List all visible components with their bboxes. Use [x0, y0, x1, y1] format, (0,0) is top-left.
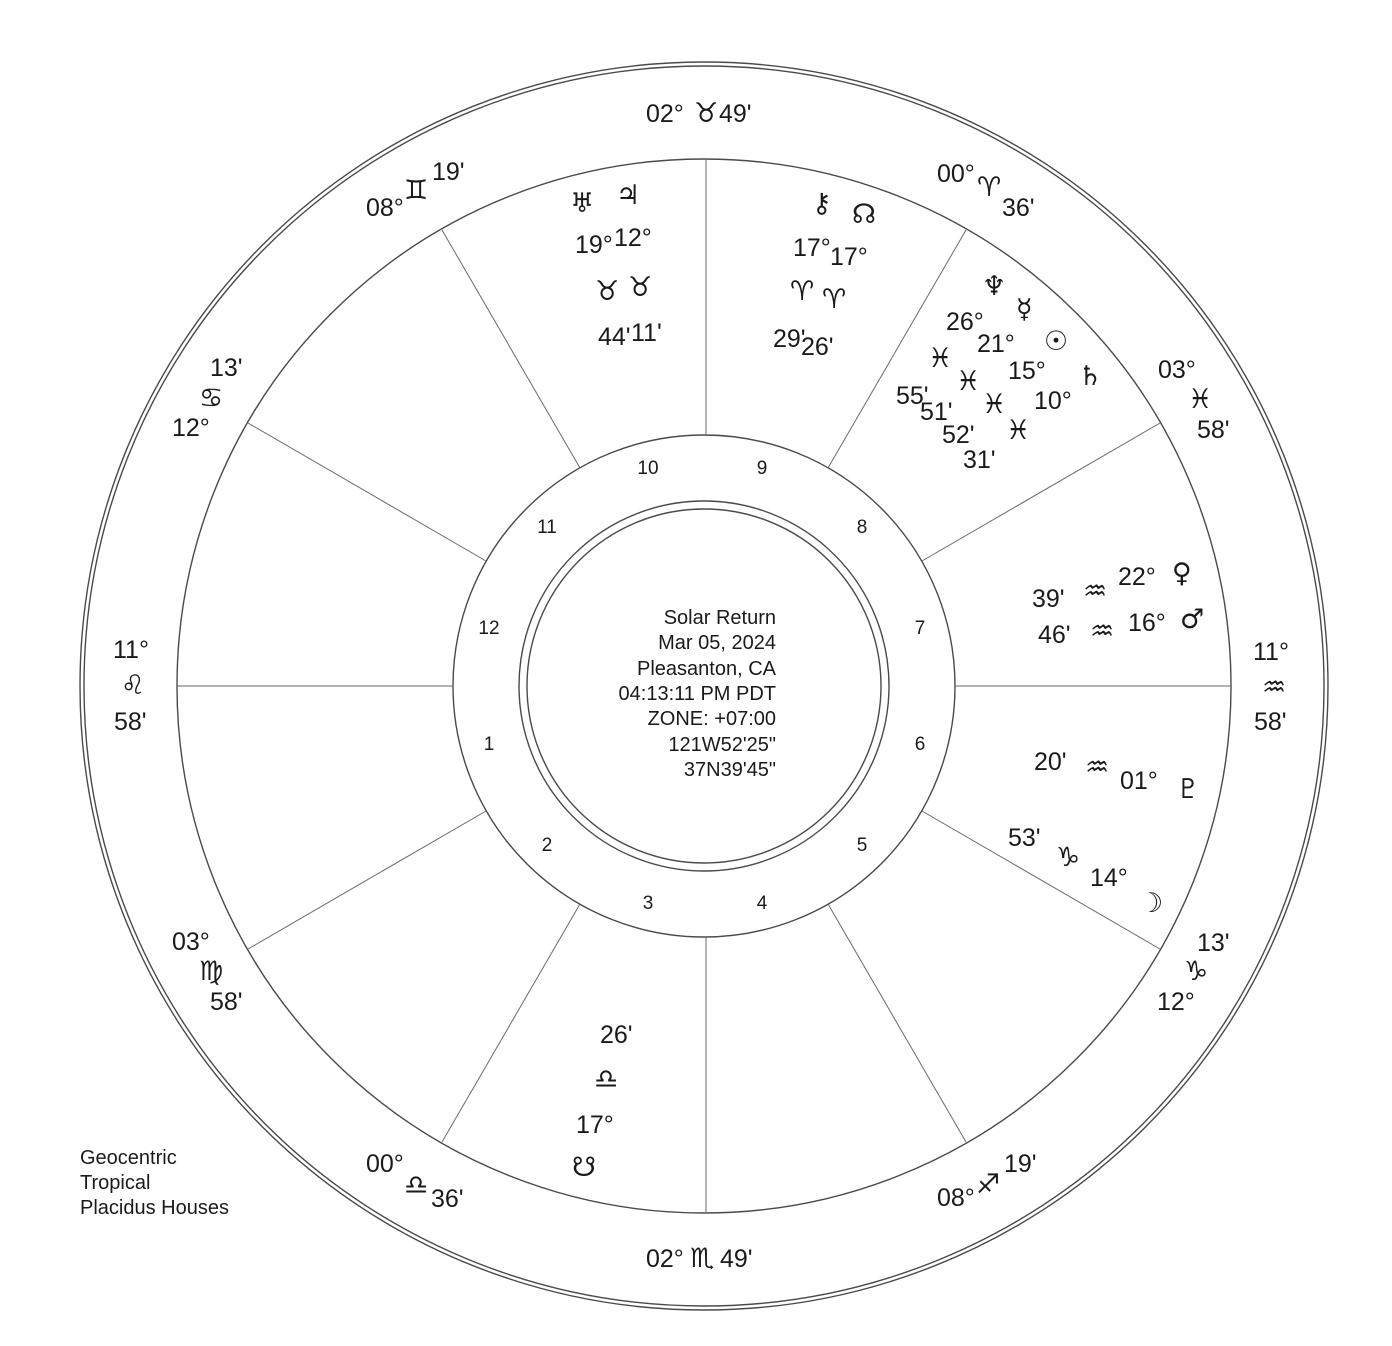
taurus-sign-icon: ♉ — [628, 272, 653, 303]
cusp-degree: 12° — [1157, 988, 1195, 1016]
planet-degree: 17° — [793, 234, 831, 262]
chart-place: Pleasanton, CA — [637, 658, 776, 680]
cusp-label-8 — [172, 354, 243, 442]
aquarius-sign-icon: ♒ — [1090, 616, 1115, 647]
planet-minute: 39' — [1032, 585, 1065, 613]
cusp-degree: 03° — [1158, 356, 1196, 384]
legend-house-system: Placidus Houses — [80, 1197, 229, 1219]
cusp-degree: 11° — [1253, 638, 1289, 666]
planet-minute: 31' — [963, 446, 996, 474]
cusp-minute: 49' — [720, 1245, 753, 1273]
legend-geocentric: Geocentric — [80, 1147, 177, 1169]
cusp-label-9 — [366, 158, 465, 222]
planet-degree: 16° — [1128, 609, 1166, 637]
cusp-minute: 19' — [1004, 1150, 1037, 1178]
pisces-sign-icon: ♓ — [928, 343, 953, 374]
cusp-label-6 — [172, 928, 243, 1016]
cusp-line — [248, 811, 486, 949]
house-number: 7 — [914, 618, 926, 639]
cusp-minute: 58' — [1254, 708, 1287, 736]
saturn-icon: ♄ — [1078, 361, 1103, 392]
planet-chiron — [773, 188, 832, 353]
cusp-line — [442, 230, 580, 468]
planet-minute: 11' — [631, 319, 662, 347]
cusp-label-mc — [646, 98, 752, 129]
planet-degree: 21° — [977, 330, 1015, 358]
planet-south-node — [572, 1021, 633, 1183]
cusp-label-2 — [1157, 929, 1230, 1016]
cusp-minute: 36' — [1002, 194, 1035, 222]
cusp-label-ic — [646, 1243, 753, 1274]
planet-minute: 51' — [920, 398, 953, 426]
planet-degree: 01° — [1120, 767, 1158, 795]
capricorn-sign-icon: ♑ — [1056, 842, 1081, 873]
planet-venus — [1032, 558, 1192, 613]
cusp-degree: 08° — [366, 194, 404, 222]
cusp-degree: 11° — [113, 636, 149, 664]
gemini-sign-icon: ♊ — [404, 175, 429, 206]
venus-icon: ♀ — [1172, 558, 1192, 589]
chart-zone: ZONE: +07:00 — [647, 708, 776, 730]
house-number: 5 — [856, 835, 868, 856]
cusp-degree: 03° — [172, 928, 210, 956]
mercury-icon: ☿ — [1016, 294, 1033, 325]
cusp-minute: 36' — [431, 1185, 464, 1213]
pluto-icon: ♇ — [1176, 774, 1201, 805]
planet-minute: 29' — [773, 325, 806, 353]
cusp-line — [442, 904, 580, 1142]
pisces-sign-icon: ♓ — [982, 389, 1007, 420]
planet-degree: 17° — [576, 1111, 614, 1139]
cusp-line — [828, 904, 966, 1142]
planet-minute: 55' — [896, 382, 929, 410]
sun-icon: ☉ — [1044, 326, 1069, 357]
aquarius-sign-icon: ♒ — [1085, 752, 1110, 783]
planet-pluto — [1034, 748, 1200, 805]
moon-icon: ☽ — [1139, 888, 1164, 919]
planet-degree: 12° — [614, 224, 652, 252]
house-number: 11 — [537, 517, 557, 538]
house-number: 6 — [914, 734, 926, 755]
chart-settings-legend — [80, 1146, 229, 1221]
cusp-minute: 58' — [114, 708, 147, 736]
cusp-label-11 — [937, 160, 1035, 222]
house-number: 10 — [637, 458, 659, 479]
uranus-icon: ♅ — [570, 188, 595, 219]
cusp-minute: 49' — [719, 100, 752, 128]
cusp-degree: 08° — [937, 1184, 975, 1212]
house-number: 1 — [483, 734, 495, 755]
cusp-degree: 00° — [366, 1150, 404, 1178]
chart-info — [619, 607, 777, 781]
cusp-line — [248, 423, 486, 561]
cusp-label-5 — [366, 1150, 464, 1213]
mars-icon: ♂ — [1180, 604, 1205, 635]
planet-minute: 53' — [1008, 824, 1041, 852]
virgo-sign-icon: ♍ — [199, 956, 224, 987]
cusp-label-3 — [937, 1150, 1037, 1212]
south-node-icon: ☋ — [572, 1152, 596, 1183]
planet-jupiter — [614, 180, 662, 347]
cusp-minute: 13' — [210, 354, 243, 382]
chart-date: Mar 05, 2024 — [658, 632, 776, 654]
scorpio-sign-icon: ♏ — [690, 1243, 715, 1274]
planet-minute: 20' — [1034, 748, 1067, 776]
chart-latitude: 37N39'45" — [683, 759, 776, 781]
cusp-minute: 13' — [1197, 929, 1230, 957]
planet-degree: 15° — [1008, 357, 1046, 385]
planet-degree: 19° — [575, 231, 613, 259]
house-number: 9 — [756, 458, 768, 479]
aquarius-sign-icon: ♒ — [1083, 576, 1108, 607]
planet-minute: 46' — [1038, 621, 1071, 649]
taurus-sign-icon: ♉ — [694, 98, 719, 129]
planet-uranus — [570, 188, 631, 351]
north-node-icon: ☊ — [852, 199, 876, 230]
aries-sign-icon: ♈ — [790, 276, 815, 307]
cusp-degree: 00° — [937, 160, 975, 188]
chart-longitude: 121W52'25" — [668, 734, 776, 756]
planet-minute: 52' — [942, 421, 975, 449]
jupiter-icon: ♃ — [616, 180, 641, 211]
house-number: 12 — [478, 618, 500, 639]
aquarius-sign-icon: ♒ — [1262, 672, 1287, 703]
planet-degree: 22° — [1118, 563, 1156, 591]
chart-time: 04:13:11 PM PDT — [618, 683, 776, 705]
leo-sign-icon: ♌ — [121, 670, 146, 701]
taurus-sign-icon: ♉ — [595, 276, 620, 307]
pisces-sign-icon: ♓ — [956, 366, 981, 397]
cusp-degree: 02° — [646, 1245, 684, 1273]
cancer-sign-icon: ♋ — [199, 383, 224, 414]
house-number: 2 — [541, 835, 553, 856]
house-number: 4 — [756, 893, 768, 914]
cusp-label-dsc — [1253, 638, 1289, 736]
house-number: 3 — [642, 893, 654, 914]
aries-sign-icon: ♈ — [977, 172, 1002, 203]
planet-degree: 26° — [946, 308, 984, 336]
legend-tropical: Tropical — [80, 1172, 151, 1194]
chiron-icon: ⚷ — [812, 188, 832, 219]
planet-minute: 26' — [801, 333, 834, 361]
cusp-degree: 02° — [646, 100, 684, 128]
aries-sign-icon: ♈ — [822, 284, 847, 315]
cusp-minute: 58' — [1197, 416, 1230, 444]
cusp-label-asc — [113, 636, 149, 736]
cusp-label-12 — [1158, 356, 1230, 444]
planet-minute: 44' — [598, 323, 631, 351]
capricorn-sign-icon: ♑ — [1184, 956, 1209, 987]
house-number: 8 — [856, 517, 868, 538]
planet-moon — [1008, 824, 1163, 919]
cusp-minute: 58' — [210, 988, 243, 1016]
planet-degree: 10° — [1034, 387, 1072, 415]
cusp-degree: 12° — [172, 414, 210, 442]
libra-sign-icon: ♎ — [404, 1170, 429, 1201]
sagittarius-sign-icon: ♐ — [976, 1169, 1001, 1200]
planet-degree: 14° — [1090, 864, 1128, 892]
planet-degree: 17° — [830, 243, 868, 271]
cusp-minute: 19' — [432, 158, 465, 186]
pisces-sign-icon: ♓ — [1006, 415, 1031, 446]
neptune-icon: ♆ — [982, 271, 1007, 302]
libra-sign-icon: ♎ — [594, 1064, 619, 1095]
chart-title: Solar Return — [663, 607, 776, 629]
planet-minute: 26' — [600, 1021, 633, 1049]
pisces-sign-icon: ♓ — [1188, 384, 1213, 415]
